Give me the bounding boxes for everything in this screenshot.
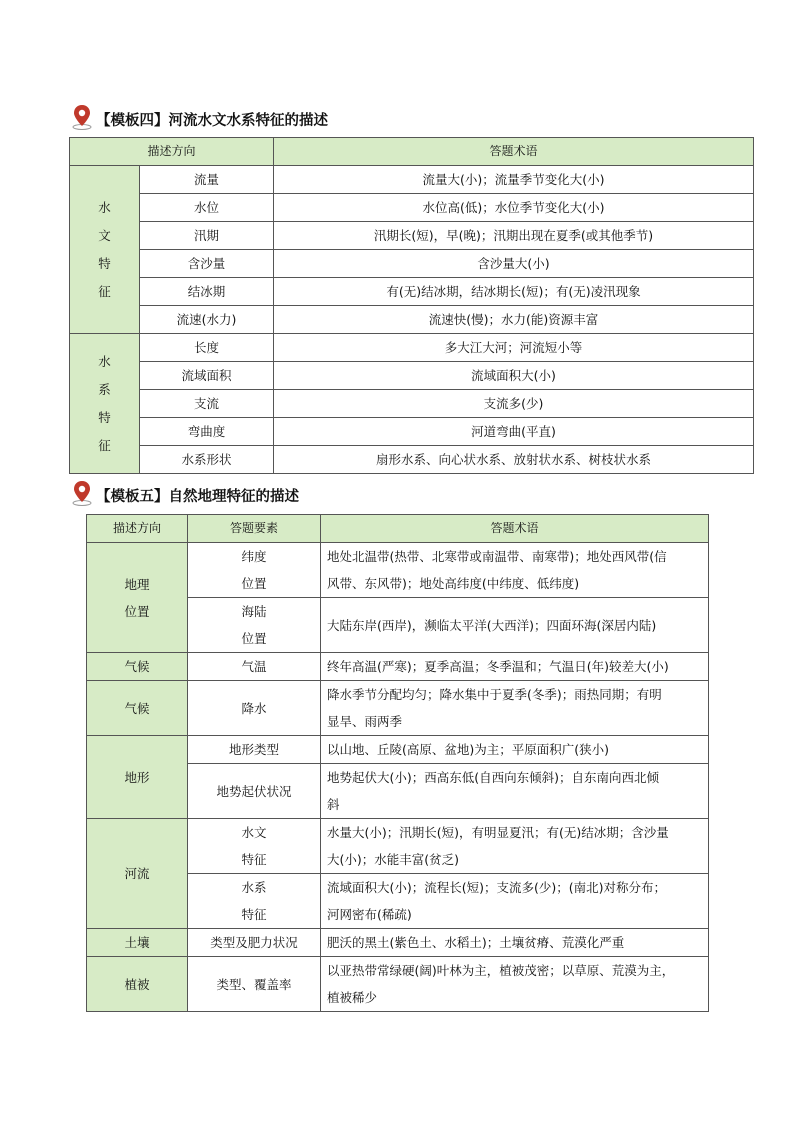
label-river: 河流 [87, 819, 188, 929]
header-elements: 答题要素 [188, 515, 321, 543]
header-direction: 描述方向 [70, 138, 274, 166]
element-line: 位置 [241, 631, 267, 646]
element-vegetation: 类型、覆盖率 [188, 957, 321, 1012]
element-line: 纬度 [241, 549, 267, 564]
term-land-sea: 大陆东岸(西岸)，濒临太平洋(大西洋)；四面环海(深居内陆) [321, 598, 709, 653]
template4-title-text: 【模板四】河流水文水系特征的描述 [96, 113, 328, 129]
label-char: 系 [98, 381, 111, 397]
row-item: 含沙量 [140, 250, 274, 278]
label-vegetation: 植被 [87, 957, 188, 1012]
template5-title [72, 480, 299, 506]
template4-table [69, 137, 754, 474]
element-land-sea [188, 598, 321, 653]
term-line: 地处北温带(热带、北寒带或南温带、南寒带)；地处西风带(信 [327, 549, 667, 564]
label-location [87, 543, 188, 653]
element-line: 水系 [241, 880, 267, 895]
row-term: 含沙量大(小) [274, 250, 754, 278]
element-line: 特征 [241, 852, 267, 867]
header-terms: 答题术语 [321, 515, 709, 543]
row-term: 水位高(低)；水位季节变化大(小) [274, 194, 754, 222]
table-header-row [87, 515, 709, 543]
table-row [70, 446, 754, 474]
group-label-hydrology [70, 166, 140, 334]
row-item: 结冰期 [140, 278, 274, 306]
row-term: 支流多(少) [274, 390, 754, 418]
element-temperature: 气温 [188, 653, 321, 681]
row-term: 多大江大河；河流短小等 [274, 334, 754, 362]
template5-table [86, 514, 709, 1012]
table-row [70, 166, 754, 194]
term-line: 水量大(小)；汛期长(短)，有明显夏汛；有(无)结冰期；含沙量 [327, 825, 669, 840]
row-item: 水系形状 [140, 446, 274, 474]
term-drainage [321, 874, 709, 929]
header-terms: 答题术语 [274, 138, 754, 166]
location-pin-icon [72, 480, 92, 506]
table-row [87, 929, 709, 957]
term-landform: 以山地、丘陵(高原、盆地)为主；平原面积广(狭小) [321, 736, 709, 764]
label-char: 水 [98, 353, 111, 369]
element-relief: 地势起伏状况 [188, 764, 321, 819]
element-line: 特征 [241, 907, 267, 922]
row-item: 汛期 [140, 222, 274, 250]
row-item: 长度 [140, 334, 274, 362]
row-term: 扇形水系、向心状水系、放射状水系、树枝状水系 [274, 446, 754, 474]
label-terrain: 地形 [87, 736, 188, 819]
term-line: 显旱、雨两季 [327, 714, 403, 729]
label-char: 水 [98, 199, 111, 215]
row-term: 汛期长(短)，早(晚)；汛期出现在夏季(或其他季节) [274, 222, 754, 250]
group-label-drainage [70, 334, 140, 474]
element-soil: 类型及肥力状况 [188, 929, 321, 957]
label-soil: 土壤 [87, 929, 188, 957]
row-item: 流域面积 [140, 362, 274, 390]
row-term: 流速快(慢)；水力(能)资源丰富 [274, 306, 754, 334]
element-line: 位置 [241, 576, 267, 591]
row-term: 河道弯曲(平直) [274, 418, 754, 446]
term-line: 大(小)；水能丰富(贫乏) [327, 852, 460, 867]
table-row [70, 194, 754, 222]
label-climate: 气候 [87, 681, 188, 736]
table-row [87, 736, 709, 764]
label-line: 地理 [124, 576, 150, 592]
table-row [70, 390, 754, 418]
label-line: 位置 [124, 603, 150, 619]
label-char: 文 [98, 227, 111, 243]
label-char: 征 [98, 283, 111, 299]
term-line: 河网密布(稀疏) [327, 907, 412, 922]
term-line: 地势起伏大(小)；西高东低(自西向东倾斜)；自东南向西北倾 [327, 770, 660, 785]
location-pin-icon [72, 104, 92, 130]
row-item: 支流 [140, 390, 274, 418]
term-relief [321, 764, 709, 819]
table-row [87, 957, 709, 1012]
term-line: 植被稀少 [327, 990, 378, 1005]
row-term: 有(无)结冰期，结冰期长(短)；有(无)凌汛现象 [274, 278, 754, 306]
row-term: 流量大(小)；流量季节变化大(小) [274, 166, 754, 194]
element-precipitation: 降水 [188, 681, 321, 736]
term-temperature: 终年高温(严寒)；夏季高温；冬季温和；气温日(年)较差大(小) [321, 653, 709, 681]
row-item: 流速(水力) [140, 306, 274, 334]
table-header-row [70, 138, 754, 166]
term-line: 降水季节分配均匀；降水集中于夏季(冬季)；雨热同期；有明 [327, 687, 662, 702]
term-latitude [321, 543, 709, 598]
term-line: 以亚热带常绿硬(阔)叶林为主，植被茂密；以草原、荒漠为主， [327, 963, 675, 978]
template5-title-text: 【模板五】自然地理特征的描述 [96, 489, 299, 505]
term-line: 斜 [327, 797, 340, 812]
label-char: 征 [98, 437, 111, 453]
table-row [70, 250, 754, 278]
term-soil: 肥沃的黑土(紫色土、水稻土)；土壤贫瘠、荒漠化严重 [321, 929, 709, 957]
table-row [87, 819, 709, 874]
term-hydrology [321, 819, 709, 874]
table-row [70, 306, 754, 334]
table-row [70, 418, 754, 446]
table-row [87, 681, 709, 736]
label-climate: 气候 [87, 653, 188, 681]
label-char: 特 [98, 255, 111, 271]
table-row [70, 222, 754, 250]
row-item: 流量 [140, 166, 274, 194]
table-row [70, 278, 754, 306]
element-line: 海陆 [241, 604, 267, 619]
element-hydrology [188, 819, 321, 874]
table-row [70, 362, 754, 390]
label-char: 特 [98, 409, 111, 425]
row-item: 水位 [140, 194, 274, 222]
element-landform: 地形类型 [188, 736, 321, 764]
row-term: 流域面积大(小) [274, 362, 754, 390]
row-item: 弯曲度 [140, 418, 274, 446]
element-drainage [188, 874, 321, 929]
term-line: 流域面积大(小)；流程长(短)；支流多(少)；(南北)对称分布； [327, 880, 667, 895]
template4-title [72, 104, 328, 130]
term-precipitation [321, 681, 709, 736]
element-line: 水文 [241, 825, 267, 840]
table-row [87, 653, 709, 681]
term-line: 风带、东风带)；地处高纬度(中纬度、低纬度) [327, 576, 580, 591]
element-latitude [188, 543, 321, 598]
table-row [70, 334, 754, 362]
table-row [87, 543, 709, 598]
term-vegetation [321, 957, 709, 1012]
header-direction: 描述方向 [87, 515, 188, 543]
